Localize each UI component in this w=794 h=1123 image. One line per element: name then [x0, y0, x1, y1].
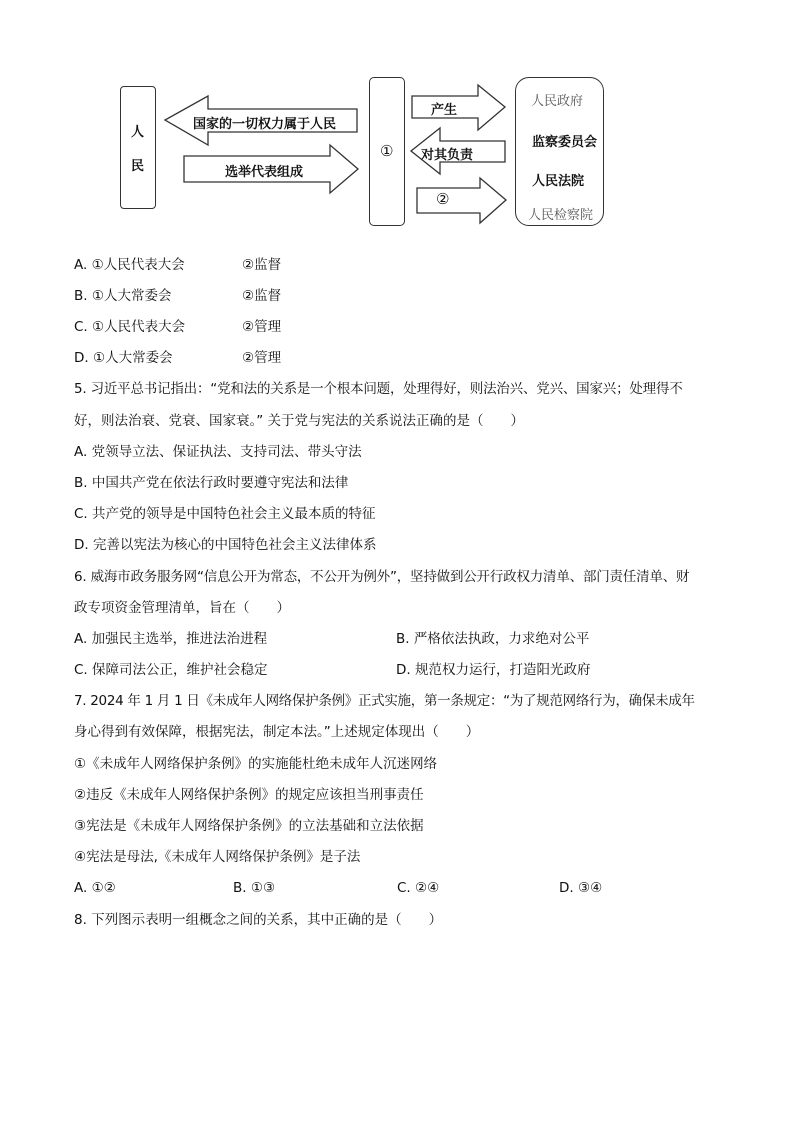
people-label-1: 人 [131, 125, 145, 140]
q6-stem-line1: 6. 威海市政务服务网“信息公开为常态，不公开为例外”，坚持做到公开行政权力清单、部门责任清单、财 [74, 569, 690, 585]
q6-option-a: A. 加强民主选举，推进法治进程 [74, 631, 268, 647]
q7-stem-line2: 身心得到有效保障，根据宪法，制定本法。”上述规定体现出（ ） [74, 724, 480, 740]
organ-procuratorate: 人民检察院 [528, 208, 594, 223]
option-first: ①人大常委会 [91, 288, 172, 304]
q7-statement-3: ③宪法是《未成年人网络保护条例》的立法基础和立法依据 [74, 818, 424, 834]
option-second: ②监督 [242, 288, 282, 304]
q7-option-c: C. ②④ [397, 880, 440, 896]
q5-option-b: B. 中国共产党在依法行政时要遵守宪法和法律 [74, 475, 349, 491]
option-first: ①人民代表大会 [92, 319, 186, 335]
option-second: ②监督 [242, 257, 282, 273]
arrow-elect-label: 选举代表组成 [225, 165, 304, 180]
q7-statement-1: ①《未成年人网络保护条例》的实施能杜绝未成年人沉迷网络 [74, 756, 438, 772]
arrow-2-shape [417, 178, 506, 223]
arrow-produce-label: 产生 [431, 103, 458, 118]
option-second: ②管理 [242, 350, 282, 366]
option-letter: D. [74, 350, 89, 366]
center-label: ① [380, 142, 394, 160]
center-box [369, 77, 405, 226]
option-first: ①人大常委会 [92, 350, 173, 366]
q5-stem-line2: 好，则法治衰、党衰、国家衰。” 关于党与宪法的关系说法正确的是（ ） [74, 413, 525, 429]
option-second: ②管理 [242, 319, 282, 335]
q7-stem-line1: 7. 2024 年 1 月 1 日《未成年人网络保护条例》正式实施，第一条规定：“为了规范网络行为，确保未成年 [74, 693, 695, 709]
arrow-2-label: ② [436, 190, 450, 208]
organ-supervision: 监察委员会 [532, 135, 598, 150]
q4-option-d [74, 349, 282, 367]
q6-option-b: B. 严格依法执政，力求绝对公平 [396, 631, 590, 647]
q7-option-d: D. ③④ [559, 880, 603, 896]
option-letter: C. [74, 319, 88, 335]
q5-option-c: C. 共产党的领导是中国特色社会主义最本质的特征 [74, 506, 376, 522]
q4-option-b [74, 287, 282, 305]
arrow-responsible-label: 对其负责 [421, 148, 474, 163]
q6-option-d: D. 规范权力运行，打造阳光政府 [396, 662, 591, 678]
q6-stem-line2: 政专项资金管理清单，旨在（ ） [74, 600, 290, 616]
q4-option-a [74, 256, 282, 274]
q5-option-d: D. 完善以宪法为核心的中国特色社会主义法律体系 [74, 537, 377, 553]
arrow-produce-shape [412, 85, 505, 130]
option-letter: A. [74, 257, 88, 273]
people-label-2: 民 [131, 159, 145, 174]
q7-statement-2: ②违反《未成年人网络保护条例》的规定应该担当刑事责任 [74, 787, 424, 803]
q5-option-a: A. 党领导立法、保证执法、支持司法、带头守法 [74, 444, 362, 460]
q7-statement-4: ④宪法是母法,《未成年人网络保护条例》是子法 [74, 849, 361, 865]
q8-stem: 8. 下列图示表明一组概念之间的关系，其中正确的是（ ） [74, 912, 443, 928]
option-first: ①人民代表大会 [91, 257, 185, 273]
q6-option-c: C. 保障司法公正，维护社会稳定 [74, 662, 268, 678]
q7-option-b: B. ①③ [233, 880, 276, 896]
state-organs-box [515, 77, 604, 226]
organ-court: 人民法院 [532, 174, 585, 189]
q4-option-c [74, 318, 282, 336]
arrow-power-label: 国家的一切权力属于人民 [193, 117, 337, 132]
q7-option-a: A. ①② [74, 880, 116, 896]
organ-government: 人民政府 [531, 94, 584, 109]
q5-stem-line1: 5. 习近平总书记指出：“党和法的关系是一个根本问题，处理得好，则法治兴、党兴、国家兴；处理得不 [74, 381, 683, 397]
option-letter: B. [74, 288, 88, 304]
